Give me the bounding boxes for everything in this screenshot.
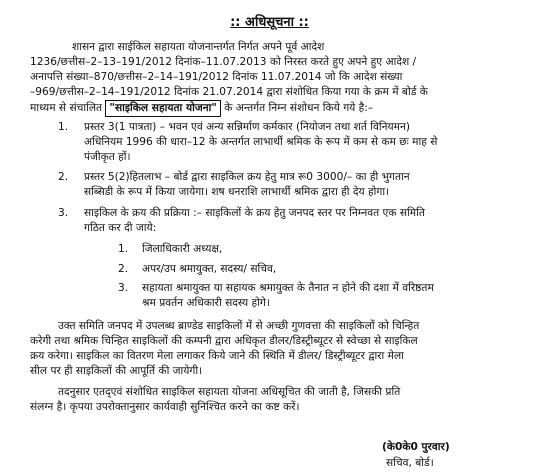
scheme-line-prefix: माध्यम से संचालित	[30, 102, 103, 114]
intro-line: शासन द्वारा साईकिल सहायता योजनान्तर्गत निर्गत अपने पूर्व आदेश	[72, 41, 325, 53]
intro-line: –969/छत्तीस–2–14–191/2012 दिनांक 21.07.2014 द्वारा संशोधित किया गया के क्रम में बोर्ड के	[30, 86, 428, 98]
committee-member: जिलाधिकारी अध्यक्ष,	[142, 243, 223, 255]
committee-member: अपर/उप श्रमायुक्त, सदस्य/ सचिव,	[142, 263, 277, 275]
item-line: अधिनियम 1996 की धारा–12 के अन्तर्गत लाभार्थी श्रमिक के रूप में कम से कम छः माह से	[84, 136, 438, 148]
committee-number: 3.	[118, 282, 129, 294]
committee-number: 1.	[118, 243, 129, 255]
committee-member: सहायता श्रमायुक्त या सहायक श्रमायुक्त के तैनात न होने की दशा में वरिष्ठतम	[142, 282, 434, 294]
paragraph-line: क्रय करेगा। साइकिल का वितरण मेला लगाकर किये जाने की स्थिति में डीलर/ डिस्ट्रीब्यूटर द्वारा मेला	[30, 350, 404, 362]
item-line: प्रस्तर 3(1 पात्रता) – भवन एवं अन्य सन्निर्माण कर्मकार (नियोजन तथा शर्त विनियमन)	[84, 121, 410, 133]
committee-number: 2.	[118, 263, 129, 275]
signatory-name: (के0के0 पुरवार)	[382, 441, 450, 453]
document-title: :: अधिसूचना ::	[230, 15, 309, 30]
item-line: साइकिल के क्रय की प्रक्रिया :– साइकिलों के क्रय हेतु जनपद स्तर पर निम्नवत एक समिति	[84, 207, 425, 219]
item-number: 1.	[58, 121, 69, 133]
item-line: सब्सिडी के रूप में किया जायेगा। शष धनराशि लाभार्थी श्रमिक द्वारा ही देय होगा।	[84, 186, 390, 198]
paragraph-line: सील पर ही साइकिलों की आपूर्ति की जायेगी।	[30, 365, 203, 377]
intro-line: 1236/छत्तीस–2–13–191/2012 दिनांक–11.07.2013 को निरस्त करते हुए अपने हुए आदेश /	[30, 56, 417, 68]
signatory-designation: सचिव, बोर्ड।	[386, 457, 434, 469]
item-line: गठित कर दी जाये:	[84, 222, 157, 234]
scheme-name: "साइकिल सहायता योजना"	[105, 100, 220, 117]
item-number: 3.	[58, 207, 69, 219]
item-line: प्रस्तर 5(2)हितलाभ – बोर्ड द्वारा साइकिल क्रय हेतु मात्र रू0 3000/– का ही भुगतान	[84, 171, 410, 183]
committee-member: श्रम प्रवर्तन अधिकारी सदस्य होगे।	[142, 297, 270, 309]
scheme-line-suffix: के अन्तर्गत निम्न संशोधन किये गये है:–	[224, 102, 374, 114]
paragraph-line: संलग्न है। कृपया उपरोक्तानुसार कार्यवाही सुनिश्चित करने का कष्ट करें।	[30, 401, 300, 413]
scheme-line	[30, 100, 373, 117]
item-number: 2.	[58, 171, 69, 183]
paragraph-line: तदनुसार एतद्एवं संशोधित साइकिल सहायता योजना अधिसूचित की जाती है, जिसकी प्रति	[58, 386, 401, 398]
item-line: पंजीकृत हों।	[84, 151, 131, 163]
intro-line: अनापत्ति संख्या–870/छत्तीस–2–14–191/2012 दिनांक 11.07.2014 जो कि आदेश संख्या	[30, 71, 403, 83]
paragraph-line: उक्त समिति जनपद में उपलब्ध ब्राण्डेड साइकिलों में से अच्छी गुणवत्ता की साइकिलों को चिन्हित	[58, 320, 420, 332]
paragraph-line: करेगी तथा श्रमिक चिन्हित साइकिलों की कम्पनी द्वारा अधिकृत डीलर/डिस्ट्रीब्यूटर से स्वेच्छा से साइकिल	[30, 335, 418, 347]
